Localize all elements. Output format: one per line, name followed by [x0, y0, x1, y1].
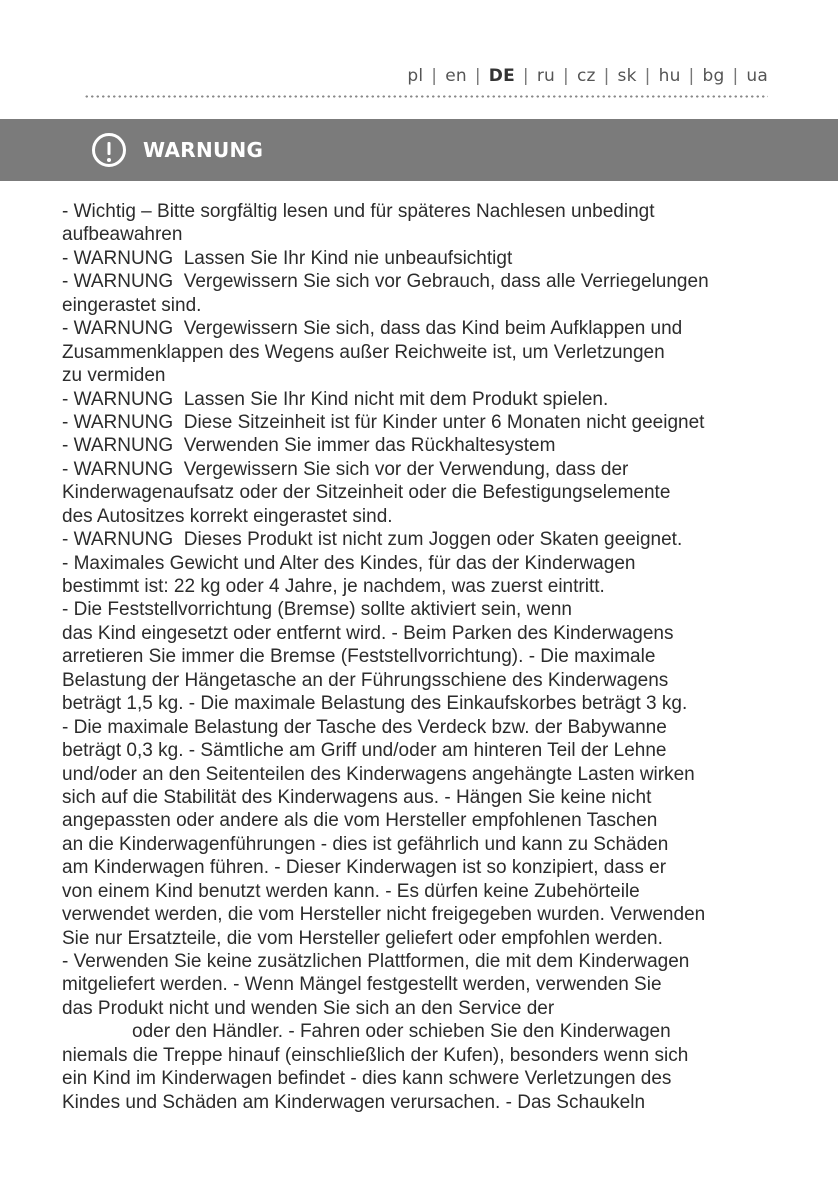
text-line: - Die maximale Belastung der Tasche des Verdeck bzw. der Babywanne: [62, 716, 667, 738]
text-line: - WARNUNG Lassen Sie Ihr Kind nie unbeaufsichtigt: [62, 247, 513, 269]
text-line: aufbeawahren: [62, 224, 183, 246]
lang-link-bg[interactable]: bg: [702, 66, 725, 86]
text-line: - Maximales Gewicht und Alter des Kindes, für das der Kinderwagen: [62, 552, 636, 574]
text-line: angepassten oder andere als die vom Hersteller empfohlenen Taschen: [62, 810, 658, 832]
lang-link-en[interactable]: en: [445, 66, 467, 86]
lang-link-ua[interactable]: ua: [746, 66, 768, 86]
dotted-divider: [84, 95, 768, 98]
text-line: sich auf die Stabilität des Kinderwagens aus. - Hängen Sie keine nicht: [62, 786, 652, 808]
text-line: - WARNUNG Vergewissern Sie sich vor Gebrauch, dass alle Verriegelungen: [62, 271, 709, 293]
text-line: - Verwenden Sie keine zusätzlichen Plattformen, die mit dem Kinderwagen: [62, 951, 690, 972]
text-line: Kindes und Schäden am Kinderwagen verursachen. - Das Schaukeln: [62, 1091, 646, 1113]
text-line: ein Kind im Kinderwagen befindet - dies kann schwere Verletzungen des: [62, 1068, 672, 1090]
text-line: des Autositzes korrekt eingerastet sind.: [62, 505, 393, 527]
lang-separator: |: [732, 66, 739, 86]
warning-banner: [0, 119, 838, 181]
lang-link-ru[interactable]: ru: [536, 66, 555, 86]
text-line: an die Kinderwagenführungen - dies ist gefährlich und kann zu Schäden: [62, 833, 669, 855]
text-line: Zusammenklappen des Wegens außer Reichweite ist, um Verletzungen: [62, 341, 665, 363]
text-line: am Kinderwagen führen. - Dieser Kinderwagen ist so konzipiert, dass er: [62, 857, 667, 879]
text-line: Kinderwagenaufsatz oder der Sitzeinheit oder die Befestigungselemente: [62, 482, 671, 504]
text-line: verwendet werden, die vom Hersteller nicht freigegeben wurden. Verwenden: [62, 904, 706, 926]
text-line: - WARNUNG Vergewissern Sie sich, dass das Kind beim Aufklappen und: [62, 318, 683, 340]
lang-link-pl[interactable]: pl: [407, 66, 424, 86]
text-line: - WARNUNG Verwenden Sie immer das Rückhaltesystem: [62, 435, 556, 457]
lang-link-de-active[interactable]: DE: [488, 66, 515, 86]
exclamation-dot: [107, 158, 111, 162]
text-line: Belastung der Hängetasche an der Führungsschiene des Kinderwagens: [62, 669, 669, 691]
text-line: Sie nur Ersatzteile, die vom Hersteller geliefert oder empfohlen werden.: [62, 927, 663, 949]
text-line: bestimmt ist: 22 kg oder 4 Jahre, je nachdem, was zuerst eintritt.: [62, 576, 605, 597]
exclamation-circle-icon: [92, 133, 126, 167]
text-line: arretieren Sie immer die Bremse (Feststellvorrichtung). - Die maximale: [62, 646, 656, 668]
text-line: oder den Händler. - Fahren oder schieben Sie den Kinderwagen: [132, 1021, 671, 1043]
lang-link-cz[interactable]: cz: [576, 66, 596, 86]
language-nav: [407, 66, 768, 86]
text-line: - WARNUNG Vergewissern Sie sich vor der Verwendung, dass der: [62, 458, 629, 480]
lang-link-sk[interactable]: sk: [617, 66, 637, 86]
text-line: beträgt 0,3 kg. - Sämtliche am Griff und/oder am hinteren Teil der Lehne: [62, 740, 667, 762]
warning-text-body: [62, 200, 792, 1114]
text-line: zu vermiden: [62, 365, 166, 387]
text-line: und/oder an den Seitenteilen des Kinderwagens angehängte Lasten wirken: [62, 763, 695, 785]
lang-separator: |: [644, 66, 651, 86]
text-line: - WARNUNG Dieses Produkt ist nicht zum Joggen oder Skaten geeignet.: [62, 529, 683, 551]
lang-separator: |: [431, 66, 438, 86]
lang-separator: |: [603, 66, 610, 86]
text-line: das Produkt nicht und wenden Sie sich an den Service der: [62, 997, 555, 1019]
lang-separator: |: [688, 66, 695, 86]
lang-link-hu[interactable]: hu: [658, 66, 681, 86]
text-line: eingerastet sind.: [62, 294, 202, 316]
text-line: von einem Kind benutzt werden kann. - Es dürfen keine Zubehörteile: [62, 880, 640, 902]
warning-title: WARNUNG: [143, 138, 264, 162]
text-line: - WARNUNG Lassen Sie Ihr Kind nicht mit dem Produkt spielen.: [62, 388, 609, 410]
lang-separator: |: [563, 66, 569, 86]
text-line: mitgeliefert werden. - Wenn Mängel festgestellt werden, verwenden Sie: [62, 974, 662, 996]
lang-separator: |: [474, 66, 481, 86]
text-line: - Die Feststellvorrichtung (Bremse) sollte aktiviert sein, wenn: [62, 599, 573, 621]
exclamation-bar: [108, 142, 111, 155]
text-line: - Wichtig – Bitte sorgfältig lesen und für späteres Nachlesen unbedingt: [62, 201, 655, 222]
text-line: beträgt 1,5 kg. - Die maximale Belastung des Einkaufskorbes beträgt 3 kg.: [62, 693, 688, 715]
text-line: - WARNUNG Diese Sitzeinheit ist für Kinder unter 6 Monaten nicht geeignet: [62, 411, 705, 433]
text-line: das Kind eingesetzt oder entfernt wird. - Beim Parken des Kinderwagens: [62, 622, 674, 644]
lang-separator: |: [522, 66, 529, 86]
text-line: niemals die Treppe hinauf (einschließlich der Kufen), besonders wenn sich: [62, 1044, 689, 1066]
